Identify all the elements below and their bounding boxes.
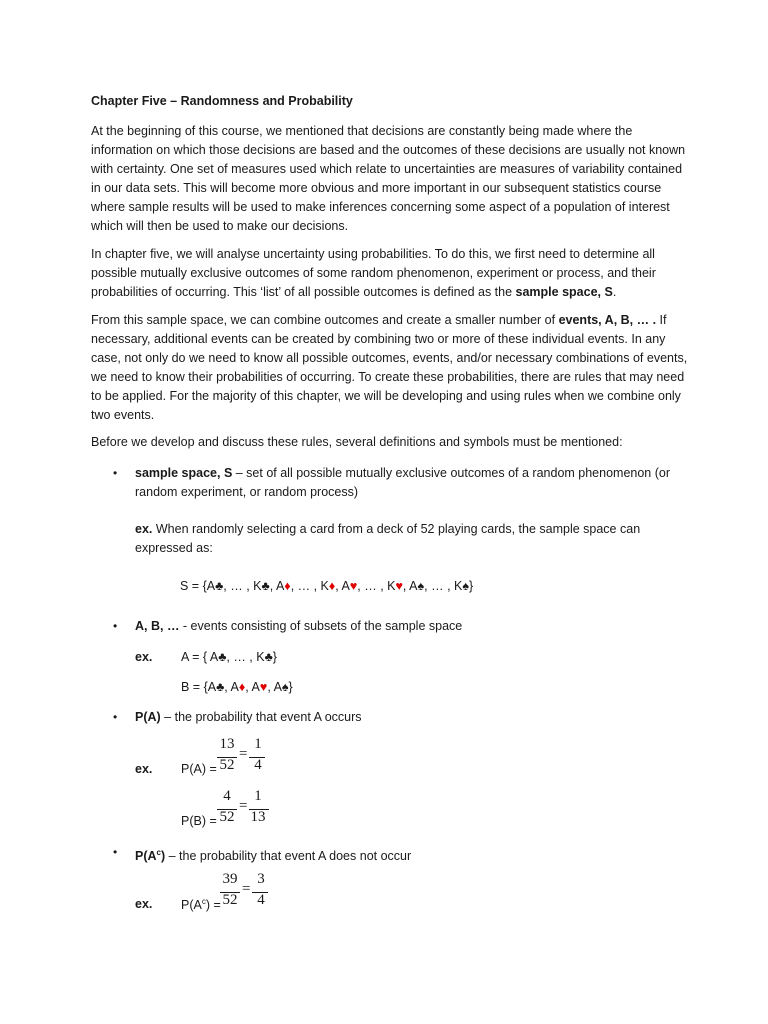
pb-label: P(B) = — [181, 814, 217, 828]
numerator: 13 — [219, 736, 235, 752]
equals-sign: = — [242, 881, 251, 897]
paragraph-chapter-five — [91, 245, 691, 302]
definition-term — [135, 849, 165, 863]
term-part: P(A — [135, 849, 157, 864]
denominator: 52 — [219, 757, 235, 773]
set-part: B = {A♣, A — [181, 680, 239, 694]
events-term: events, A, B, … . — [558, 313, 657, 327]
equals-sign: = — [239, 798, 248, 814]
example-text: When randomly selecting a card from a deck of 52 playing cards, the sample space can expressed as: — [135, 522, 641, 555]
bullet-marker: • — [113, 466, 118, 480]
set-part: S = {A♣, … , K♣, A — [180, 579, 285, 593]
bullet-marker: • — [113, 710, 118, 724]
paragraph-end: . — [612, 285, 617, 299]
bullet-marker: • — [113, 845, 118, 859]
example-sample-space — [135, 520, 695, 558]
denominator: 4 — [254, 757, 262, 773]
heart-icon: ♥ — [395, 579, 403, 593]
diamond-icon: ♦ — [284, 579, 291, 593]
definition-term: A, B, … — [135, 619, 180, 633]
paragraph-intro: At the beginning of this course, we mentioned that decisions are constantly being made where the information on which those decisions are based and the outcomes of these decisions are usually not known with certainty. One set of measures used which relate to uncertainties are measures of variability contained in our data sets. This will become more obvious and more important in our subsequent statistics course where sample results will be used to make inferences concerning some aspect of a population of interest which will then be used to make our decisions. — [91, 124, 686, 233]
paragraph-events — [91, 311, 691, 425]
numerator: 39 — [222, 871, 238, 887]
definition-events — [135, 617, 462, 636]
definition-term: P(A) — [135, 710, 161, 724]
definition-text: – the probability that event A does not occur — [165, 849, 412, 864]
label-part: P(A — [181, 898, 202, 913]
heart-icon: ♥ — [259, 680, 268, 694]
label-part: ) = — [205, 898, 221, 913]
numerator: 1 — [254, 788, 262, 804]
set-part: , A — [245, 680, 260, 694]
diamond-icon: ♦ — [238, 680, 246, 694]
paragraph-definitions-intro: Before we develop and discuss these rules, several definitions and symbols must be mentioned: — [91, 435, 623, 449]
example-label: ex. — [135, 522, 153, 536]
set-part: , A — [335, 579, 350, 593]
set-part: , … , K — [290, 579, 329, 593]
paragraph-rest: If necessary, additional events can be created by combining two or more of these individual events. In any case, not only do we need to know all possible outcomes, events, and/or necessary combinations of events, we need to know their probabilities of occurring. To create these probabilities, there are rules that may need to be applied. For the majority of this chapter, we will be developing and using rules when we combine only two events. — [91, 313, 688, 422]
heart-icon: ♥ — [349, 579, 358, 593]
definition-sample-space — [135, 464, 695, 502]
definition-text: - events consisting of subsets of the sample space — [179, 619, 463, 633]
definition-text: – the probability that event A occurs — [160, 710, 362, 724]
bullet-marker: • — [113, 619, 118, 633]
sample-space-set — [180, 579, 473, 593]
term-part: ) — [160, 849, 166, 864]
paragraph-text: In chapter five, we will analyse uncertainty using probabilities. To do this, we first need to determine all possible mutually exclusive outcomes of some random phenomenon, experiment or process, and their probabilities of occurring. This ‘list’ of all possible outcomes is defined as the — [91, 247, 656, 299]
set-part: , … , K — [357, 579, 396, 593]
definition-term: sample space, S — [135, 466, 233, 480]
pa-label: P(A) = — [181, 762, 217, 776]
example-label: ex. — [135, 897, 153, 911]
pac-label — [181, 897, 221, 912]
set-part: , A♠} — [267, 680, 293, 694]
definition-probability — [135, 708, 362, 727]
denominator: 52 — [222, 892, 238, 908]
chapter-heading: Chapter Five – Randomness and Probability — [91, 94, 353, 108]
definition-complement — [135, 843, 411, 866]
denominator: 13 — [250, 809, 266, 825]
paragraph-text: From this sample space, we can combine outcomes and create a smaller number of — [91, 313, 559, 327]
example-label: ex. — [135, 762, 153, 776]
definition-text: – set of all possible mutually exclusive outcomes of a random phenomenon (or random experiment, or random process) — [135, 466, 671, 499]
numerator: 3 — [257, 871, 265, 887]
numerator: 4 — [223, 788, 231, 804]
term-superscript: c — [156, 848, 161, 857]
equals-sign: = — [239, 746, 248, 762]
event-b-set — [181, 680, 293, 694]
diamond-icon: ♦ — [328, 579, 336, 593]
numerator: 1 — [254, 736, 262, 752]
label-superscript: c — [201, 897, 206, 906]
denominator: 52 — [219, 809, 235, 825]
sample-space-term: sample space, S — [515, 285, 613, 299]
denominator: 4 — [257, 892, 265, 908]
example-label: ex. — [135, 650, 153, 664]
set-part: , A♠, … , K♠} — [402, 579, 474, 593]
event-a-set: A = { A♣, … , K♣} — [181, 650, 277, 664]
